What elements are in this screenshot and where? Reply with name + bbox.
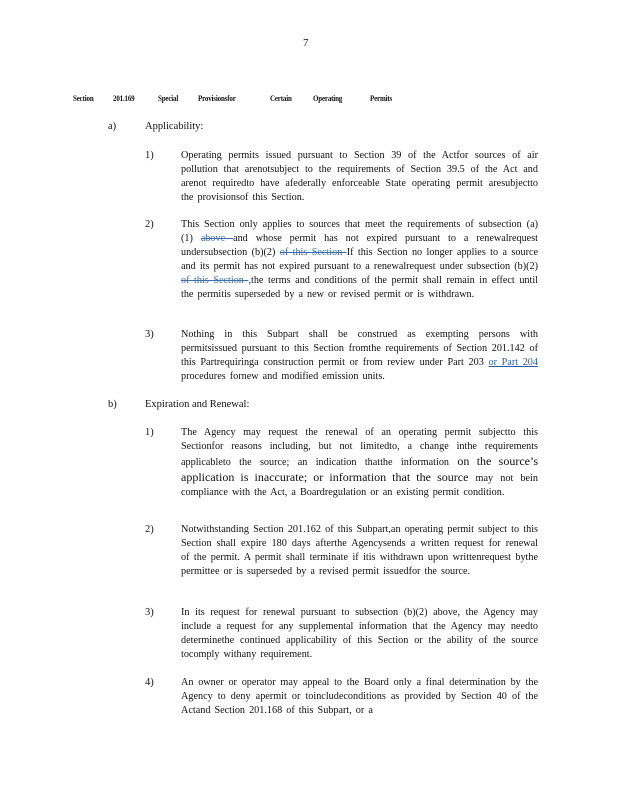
- heading-section-number: 201.169: [113, 93, 135, 103]
- text-run: The Agency may request the renewal of an operating permit subjectto this Sectionfor reasons including, but not limitedto, a change inthe requirements applicableto the source; an indication thatthe information: [181, 427, 538, 468]
- text-run: This Section only applies to sources that meet the requirements of subsection (a)(1): [181, 219, 538, 244]
- paragraph-b4: An owner or operator may appeal to the Board only a final determination by the Agency to deny apermit or toincludeconditions as provided by Section 40 of the Actand Section 201.168 of this Subpart, or a: [181, 677, 538, 716]
- paragraph-a1: Operating permits issued pursuant to Section 39 of the Actfor sources of air pollution that arenotsubject to the requirements of Section 39.5 of the Act and arenot requiredto have afederally enforceable State operating permit aresubjectto the provisionsof this Section.: [181, 150, 538, 203]
- subsection-b-title: Expiration and Renewal:: [145, 399, 250, 410]
- struck-text: of this Section: [279, 247, 347, 258]
- struck-text: above: [200, 233, 234, 244]
- paragraph-a3: [181, 328, 538, 384]
- text-run-large: on the source’s application is inaccurate; or information that the source: [181, 454, 538, 484]
- item-number: 3): [145, 607, 154, 618]
- item-number: 4): [145, 677, 154, 688]
- paragraph-b2: Notwithstanding Section 201.162 of this Subpart,an operating permit subject to this Section shall expire 180 days afterthe Agencysends a written request for renewal of the permit. A permit shall terminate if itis withdrawn upon writtenrequest bythe permittee or is superseded by a revised permit issuedfor the source.: [181, 524, 538, 577]
- subsection-a-label: a): [108, 121, 117, 132]
- text-run: and whose permit has not expired pursuant to a renewalrequest undersubsection (b)(2): [181, 233, 538, 258]
- text-run: ,the terms and conditions of the permit shall remain in effect until the permitis superseded by a new or revised permit or is withdrawn.: [181, 275, 538, 300]
- item-number: 2): [145, 524, 154, 535]
- heading-section-word: Section: [73, 93, 94, 103]
- text-run: procedures fornew and modified emission units.: [181, 371, 385, 382]
- heading-word-provisions: Provisionsfor: [198, 93, 236, 103]
- heading-word-certain: Certain: [270, 93, 292, 103]
- text-run: Nothing in this Subpart shall be construed as exempting persons with permitsissued pursuant to this Section fromthe requirements of Section 201.142 of this Partrequiringa construction permit or from review under Part 203: [181, 329, 538, 368]
- page-number: 7: [303, 37, 309, 49]
- text-run: If this Section no longer applies to a source and its permit has not expired pursuant to a renewalrequest under subsection (b)(2): [181, 247, 539, 272]
- item-number: 1): [145, 427, 154, 438]
- heading-word-permits: Permits: [370, 93, 393, 103]
- paragraph-b3: In its request for renewal pursuant to subsection (b)(2) above, the Agency may include a request for any supplemental information that the Agency may needto determinethe continued applicability of this Section or the ability of the source tocomply withany requirement.: [181, 607, 538, 660]
- struck-text: of this Section: [181, 275, 249, 286]
- item-number: 3): [145, 329, 154, 340]
- item-number: 1): [145, 150, 154, 161]
- text-run: may not bein compliance with the Act, a Boardregulation or an existing permit condition.: [181, 473, 538, 498]
- subsection-b-label: b): [108, 399, 117, 410]
- inserted-text: or Part 204: [488, 357, 538, 368]
- heading-word-special: Special: [158, 93, 179, 103]
- paragraph-a2: [181, 218, 538, 302]
- subsection-a-title: Applicability:: [145, 121, 204, 132]
- item-number: 2): [145, 219, 154, 230]
- paragraph-b1: [181, 426, 538, 500]
- heading-word-operating: Operating: [313, 93, 343, 103]
